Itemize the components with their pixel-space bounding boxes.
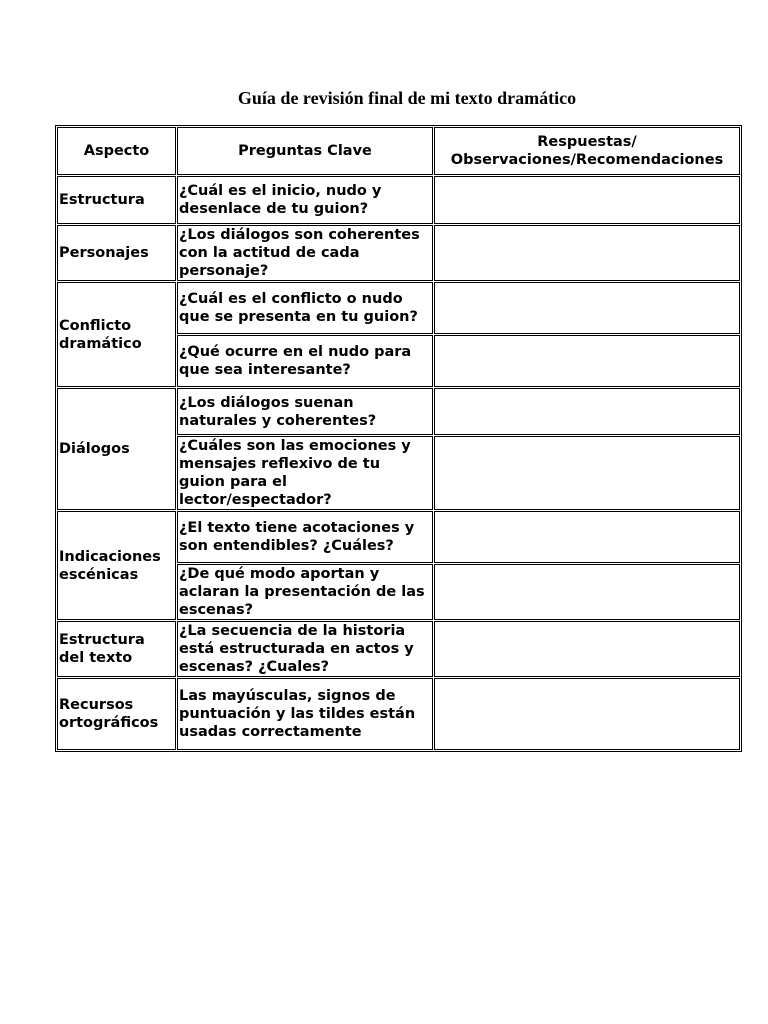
table-row	[57, 621, 740, 677]
table-row	[57, 388, 740, 435]
question-cell: ¿Qué ocurre en el nudo para que sea interesante?	[177, 335, 433, 387]
question-cell: ¿La secuencia de la historia está estructurada en actos y escenas? ¿Cuales?	[177, 621, 433, 677]
aspect-cell: Estructura	[57, 176, 176, 224]
aspect-cell: Recursos ortográficos	[57, 678, 176, 750]
question-cell: ¿Los diálogos suenan naturales y coherentes?	[177, 388, 433, 435]
answer-cell[interactable]	[434, 282, 740, 334]
table-header-row	[57, 127, 740, 175]
answer-cell[interactable]	[434, 564, 740, 620]
table-row	[57, 678, 740, 750]
answer-cell[interactable]	[434, 388, 740, 435]
header-aspecto: Aspecto	[57, 127, 176, 175]
table-row	[57, 282, 740, 334]
answer-cell[interactable]	[434, 621, 740, 677]
question-cell: Las mayúsculas, signos de puntuación y las tildes están usadas correctamente	[177, 678, 433, 750]
aspect-cell: Personajes	[57, 225, 176, 281]
answer-cell[interactable]	[434, 225, 740, 281]
answer-cell[interactable]	[434, 678, 740, 750]
header-preguntas: Preguntas Clave	[177, 127, 433, 175]
question-cell: ¿Los diálogos son coherentes con la actitud de cada personaje?	[177, 225, 433, 281]
revision-table	[55, 125, 742, 752]
question-cell: ¿Cuál es el conflicto o nudo que se presenta en tu guion?	[177, 282, 433, 334]
question-cell: ¿Cuáles son las emociones y mensajes reflexivo de tu guion para el lector/espectador?	[177, 436, 433, 510]
answer-cell[interactable]	[434, 511, 740, 563]
answer-cell[interactable]	[434, 335, 740, 387]
table-row	[57, 225, 740, 281]
table-row	[57, 176, 740, 224]
table-row	[57, 511, 740, 563]
aspect-cell: Estructura del texto	[57, 621, 176, 677]
answer-cell[interactable]	[434, 436, 740, 510]
aspect-cell: Indicaciones escénicas	[57, 511, 176, 620]
aspect-cell: Diálogos	[57, 388, 176, 510]
question-cell: ¿De qué modo aportan y aclaran la presentación de las escenas?	[177, 564, 433, 620]
document-title: Guía de revisión final de mi texto dramático	[237, 88, 577, 108]
question-cell: ¿El texto tiene acotaciones y son entendibles? ¿Cuáles?	[177, 511, 433, 563]
answer-cell[interactable]	[434, 176, 740, 224]
question-cell: ¿Cuál es el inicio, nudo y desenlace de tu guion?	[177, 176, 433, 224]
aspect-cell: Conflicto dramático	[57, 282, 176, 387]
header-respuestas: Respuestas/ Observaciones/Recomendaciones	[434, 127, 740, 175]
